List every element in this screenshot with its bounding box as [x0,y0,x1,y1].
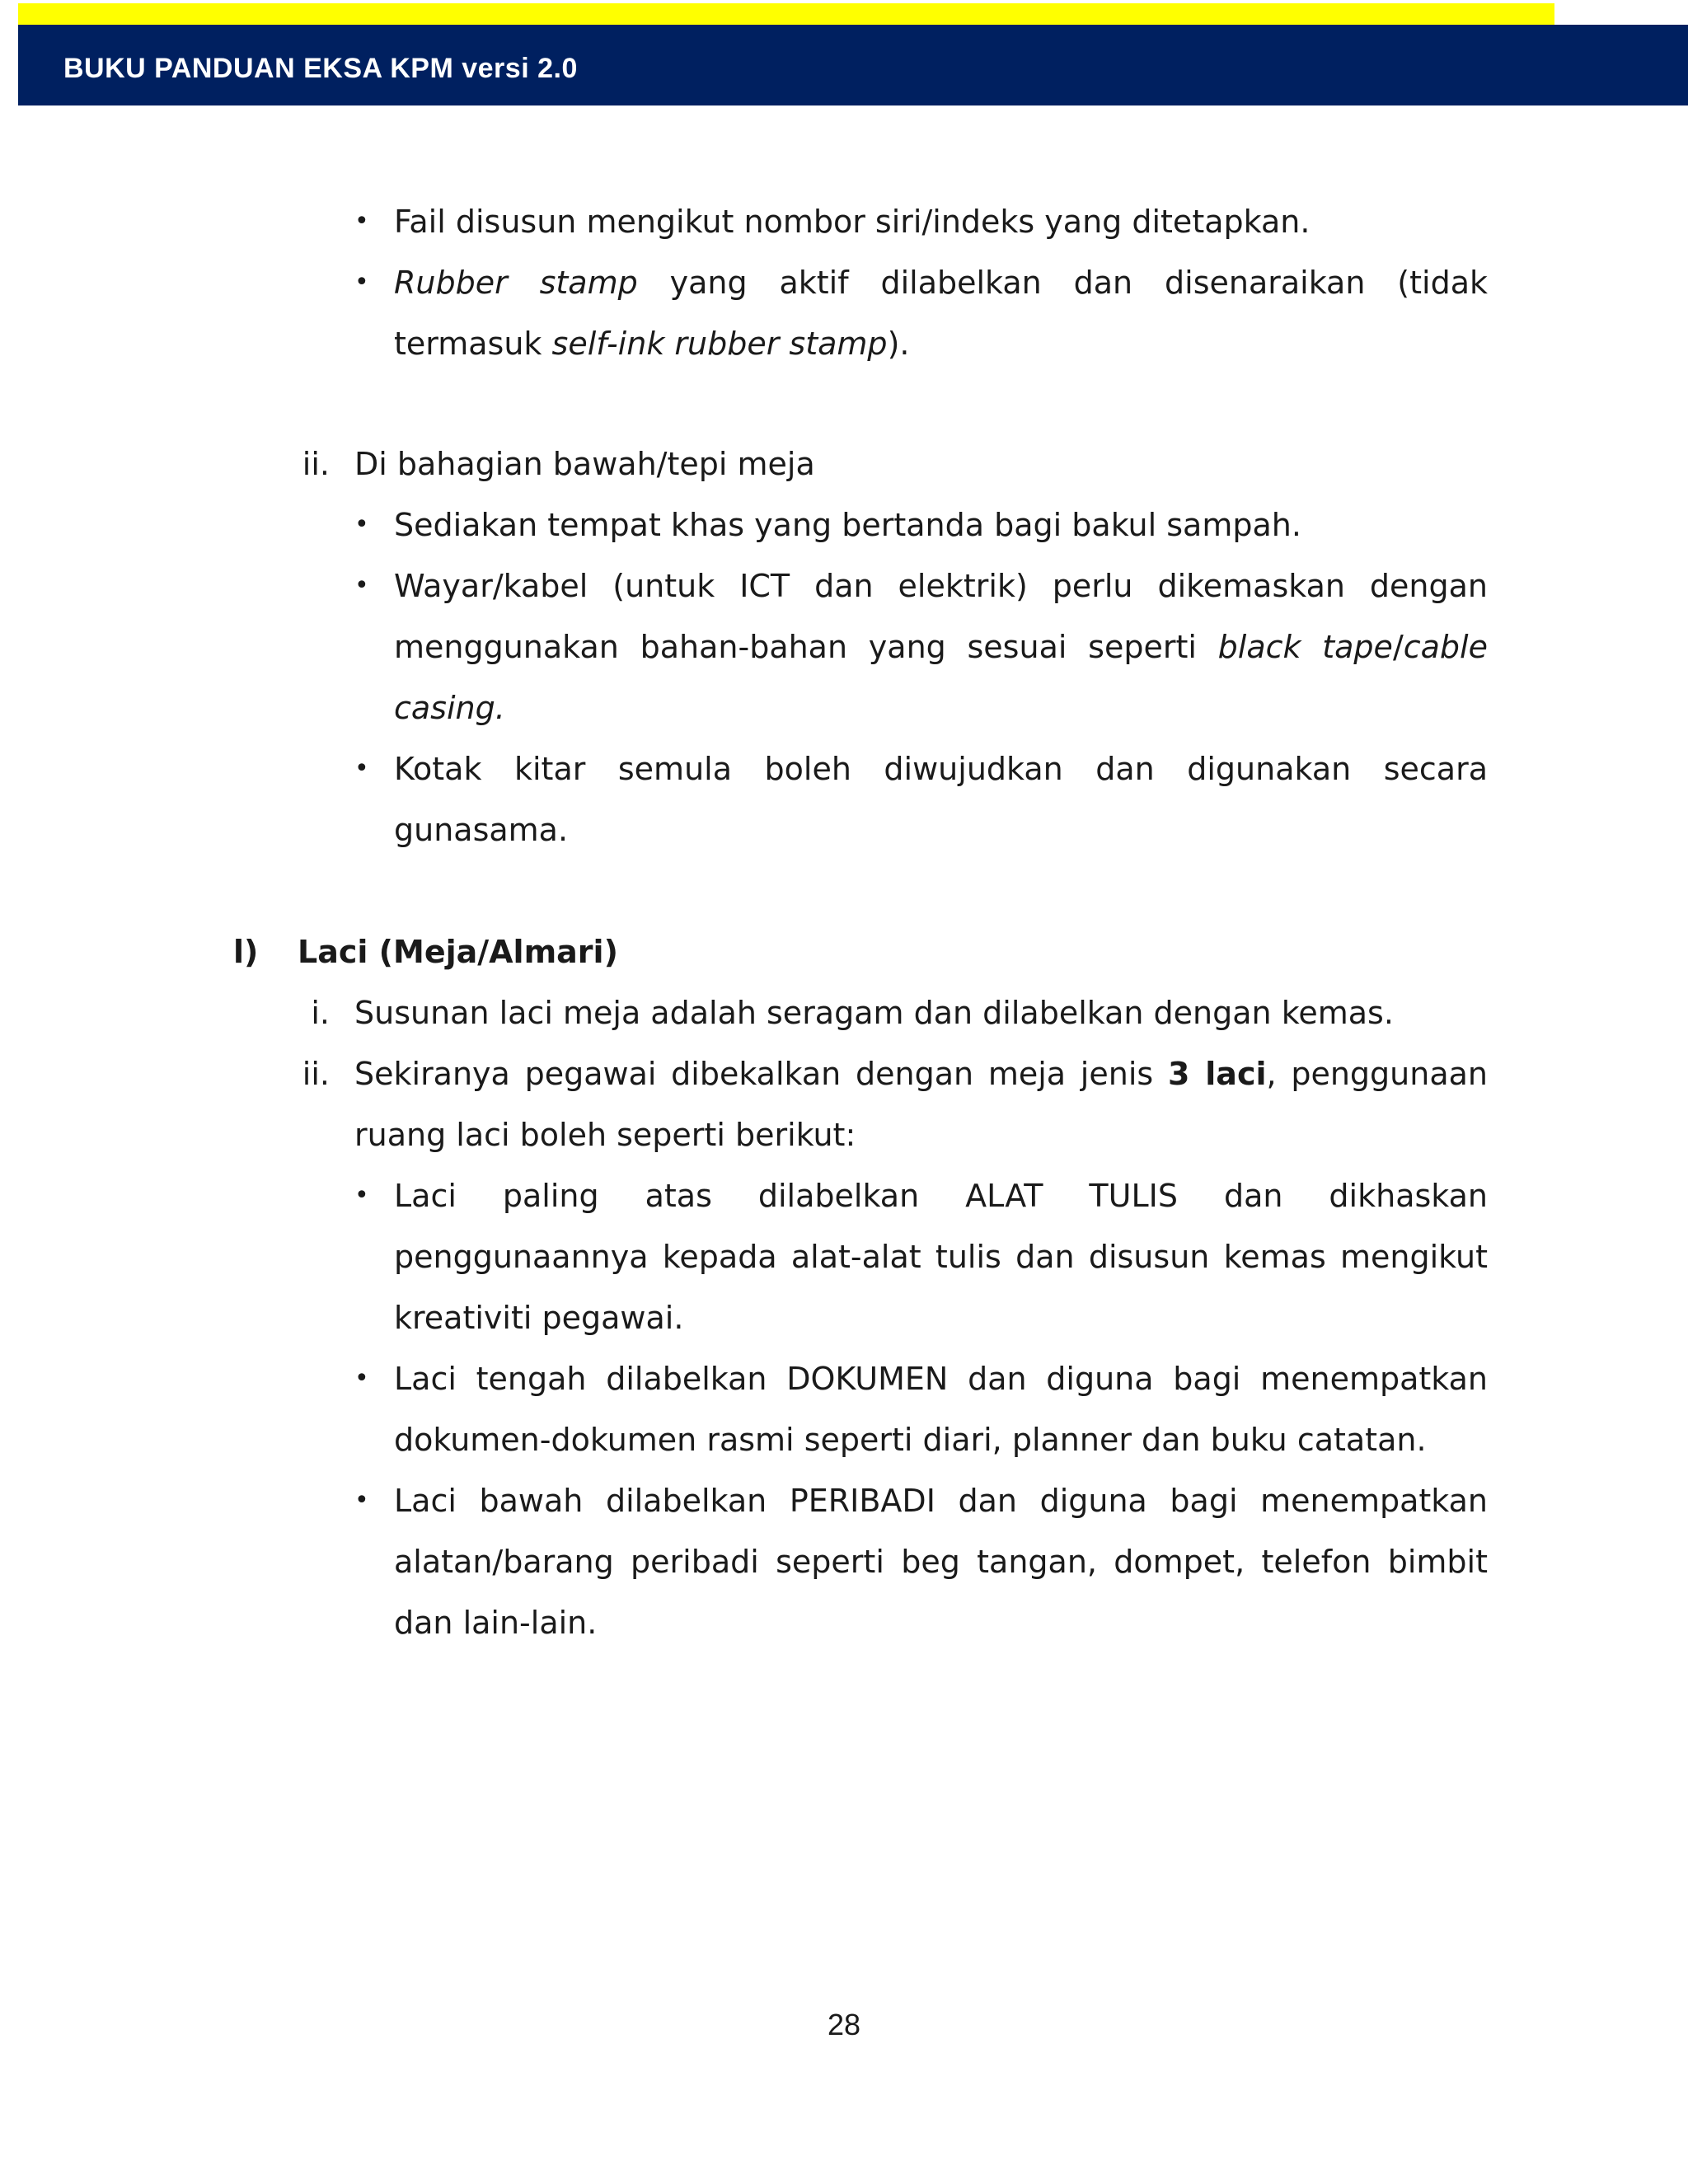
header-band [18,25,1688,105]
section-title: Laci (Meja/Almari) [298,934,618,970]
item-number: ii. [302,446,330,482]
bullet-icon: • [354,1181,369,1210]
numbered-item-ii-under [280,434,1488,494]
bullet-icon: • [354,754,369,783]
bullet-icon: • [354,571,369,600]
item-number: i. [311,995,330,1031]
bullet-icon: • [354,1364,369,1393]
list-item: • Laci bawah dilabelkan PERIBADI dan diguna bagi menempatkan alatan/barang peribadi seperti beg tangan, dompet, telefon bimbit dan lain-lain. [354,1470,1488,1653]
section-letter: l) [233,934,259,970]
bullet-icon: • [354,510,369,539]
bullet-icon: • [354,207,369,236]
bullet-icon: • [354,1486,369,1515]
list-item: • Laci paling atas dilabelkan ALAT TULIS dan dikhaskan penggunaannya kepada alat-alat tulis dan disusun kemas mengikut kreativiti pegawai. [354,1165,1488,1348]
bullet-list-laci [354,1165,1488,1653]
header-accent-bar [18,3,1554,26]
document-title: BUKU PANDUAN EKSA KPM versi 2.0 [63,53,578,84]
list-item: i. Susunan laci meja adalah seragam dan dilabelkan dengan kemas. [280,982,1488,1043]
list-item: • Kotak kitar semula boleh diwujudkan dan digunakan secara gunasama. [354,738,1488,860]
item-number: ii. [302,1056,330,1092]
bullet-list-top [354,191,1488,374]
bullet-icon: • [354,268,369,297]
bullet-list-under [354,494,1488,860]
list-item: • Wayar/kabel (untuk ICT dan elektrik) perlu dikemaskan dengan menggunakan bahan-bahan yang sesuai seperti black tape/cable casing. [354,555,1488,738]
page-number: 28 [827,2008,861,2041]
section-heading [233,921,618,982]
numbered-list-laci [280,982,1488,1165]
list-item: • Sediakan tempat khas yang bertanda bagi bakul sampah. [354,494,1488,555]
list-item: • Fail disusun mengikut nombor siri/indeks yang ditetapkan. [354,191,1488,252]
list-item [280,434,1488,494]
list-item: ii. Sekiranya pegawai dibekalkan dengan meja jenis 3 laci, penggunaan ruang laci boleh seperti berikut: [280,1043,1488,1165]
list-item: • Laci tengah dilabelkan DOKUMEN dan diguna bagi menempatkan dokumen-dokumen rasmi seperti diari, planner dan buku catatan. [354,1348,1488,1470]
item-label: Di bahagian bawah/tepi meja [354,446,815,482]
list-item: • Rubber stamp yang aktif dilabelkan dan disenaraikan (tidak termasuk self-ink rubber stamp). [354,252,1488,374]
